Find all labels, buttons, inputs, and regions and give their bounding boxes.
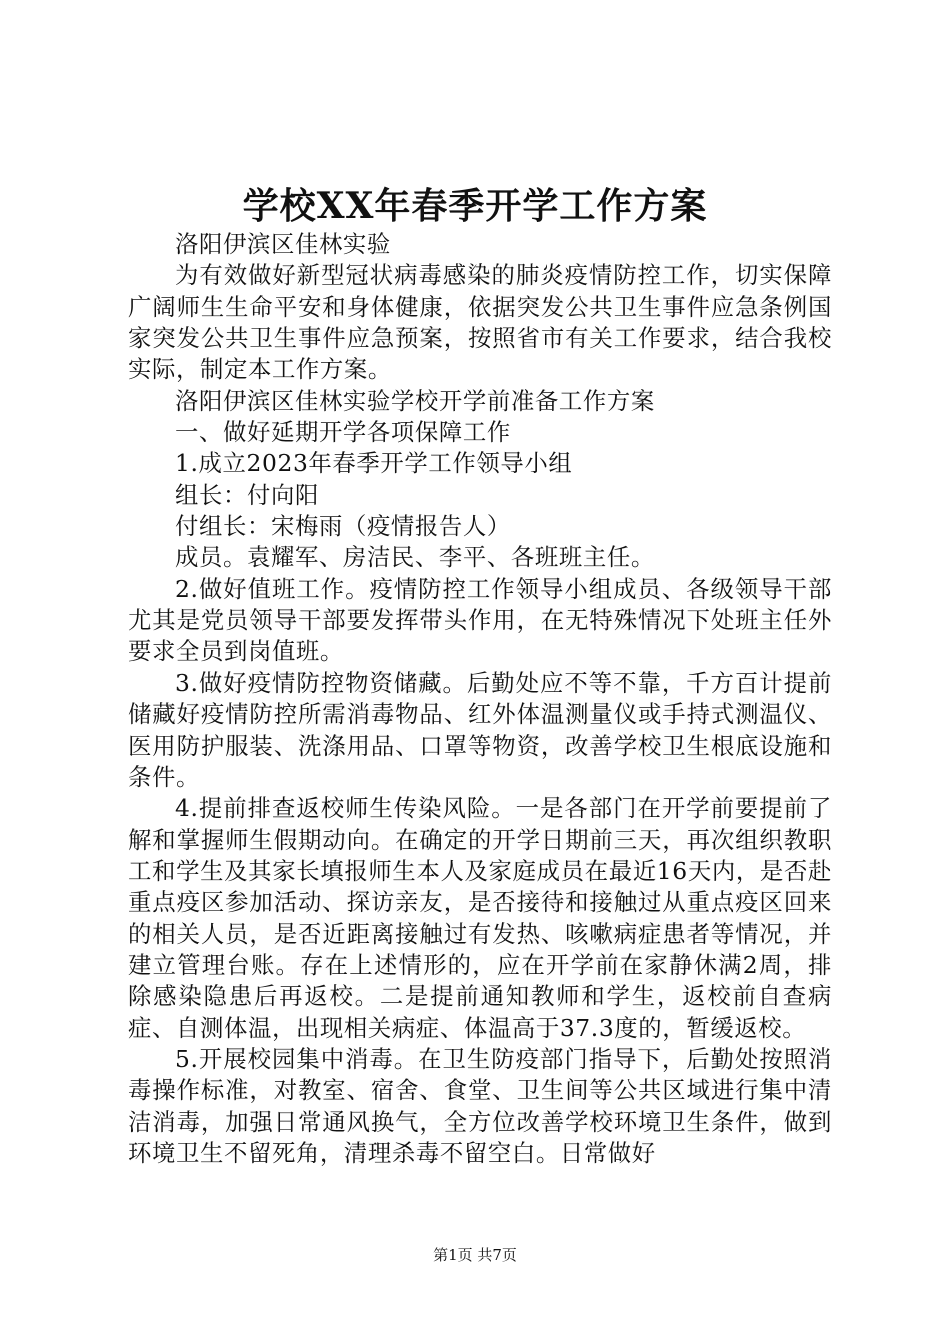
paragraph-school-name: 洛阳伊滨区佳林实验: [175, 230, 391, 258]
paragraph-plan-title: 洛阳伊滨区佳林实验学校开学前准备工作方案: [175, 386, 655, 415]
paragraph-item-3: 3.做好疫情防控物资储藏。后勤处应不等不靠，千方百计提前储藏好疫情防控所需消毒物品、红外体温测量仪或手持式测温仪、医用防护服装、洗涤用品、口罩等物资，改善学校卫生根底设施和条件。: [128, 668, 832, 791]
paragraph-group-leader: 组长：付向阳: [175, 480, 319, 509]
paragraph-item-4: 4.提前排查返校师生传染风险。一是各部门在开学前要提前了解和掌握师生假期动向。在确定的开学日期前三天，再次组织教职工和学生及其家长填报师生本人及家庭成员在最近16天内，是否赴重点疫区参加活动、探访亲友，是否接待和接触过从重点疫区回来的相关人员，是否近距离接触过有发热、咳嗽病症患者等情况，并建立管理台账。存在上述情形的，应在开学前在家静休满2周，排除感染隐患后再返校。二是提前通知教师和学生，返校前自查病症、自测体温，出现相关病症、体温高于37.3度的，暂缓返校。: [128, 794, 832, 1042]
document-body: [128, 229, 832, 1169]
paragraph-deputy-leader: 付组长：宋梅雨（疫情报告人）: [175, 512, 511, 541]
document-title: 学校XX年春季开学工作方案: [242, 185, 708, 227]
paragraph-item-2: 2.做好值班工作。疫情防控工作领导小组成员、各级领导干部尤其是党员领导干部要发挥带头作用，在无特殊情况下处班主任外要求全员到岗值班。: [128, 574, 832, 666]
paragraph-intro: 为有效做好新型冠状病毒感染的肺炎疫情防控工作，切实保障广阔师生生命平安和身体健康，依据突发公共卫生事件应急条例国家突发公共卫生事件应急预案，按照省市有关工作要求，结合我校实际，制定本工作方案。: [128, 261, 832, 384]
paragraph-item-5: 5.开展校园集中消毒。在卫生防疫部门指导下，后勤处按照消毒操作标准，对教室、宿舍、食堂、卫生间等公共区域进行集中清洁消毒，加强日常通风换气，全方位改善学校环境卫生条件，做到环境卫生不留死角，清理杀毒不留空白。日常做好: [128, 1044, 832, 1167]
paragraph-item-1: 1.成立2023年春季开学工作领导小组: [175, 449, 573, 478]
paragraph-members: 成员。袁耀军、房洁民、李平、各班班主任。: [175, 543, 655, 572]
section-heading-1: 一、做好延期开学各项保障工作: [175, 418, 511, 447]
page-footer: 第1页 共7页: [433, 1246, 517, 1264]
